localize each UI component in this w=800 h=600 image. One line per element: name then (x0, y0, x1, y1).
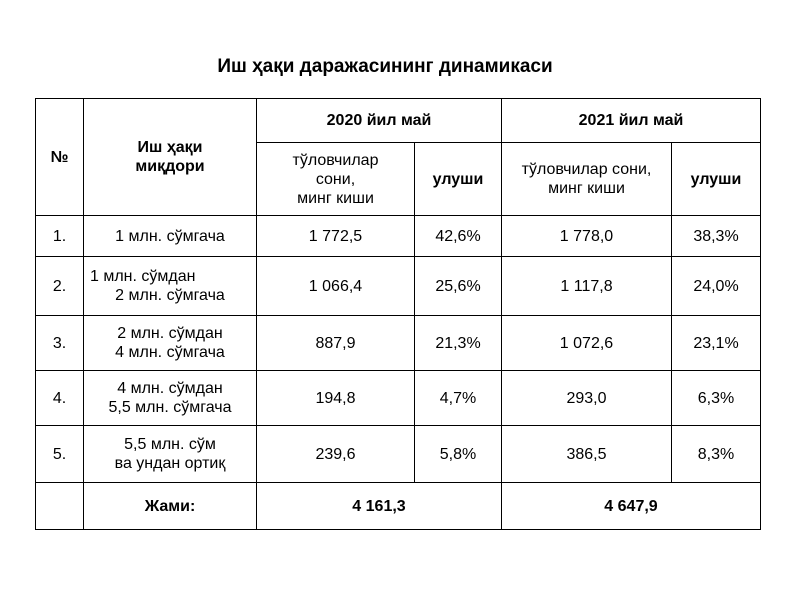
table-row (36, 371, 761, 426)
row-wage-range-line: 2 млн. сўмгача (115, 287, 225, 304)
row-number: 4. (36, 371, 84, 426)
total-row (36, 483, 761, 530)
row-count-2021: 1 072,6 (502, 316, 672, 371)
row-wage-range (84, 216, 257, 257)
row-count-2021: 1 117,8 (502, 257, 672, 316)
row-number: 2. (36, 257, 84, 316)
header-wage-amount-line-1: Иш ҳақи (137, 139, 203, 156)
row-share-2021: 24,0% (672, 257, 761, 316)
row-wage-range (84, 371, 257, 426)
header-2020-payers-line-3: минг киши (297, 189, 374, 207)
row-share-2021: 6,3% (672, 371, 761, 426)
row-count-2020: 1 772,5 (257, 216, 415, 257)
total-2020: 4 161,3 (257, 483, 502, 530)
row-share-2020: 5,8% (415, 426, 502, 483)
header-wage-amount (84, 99, 257, 216)
row-number: 3. (36, 316, 84, 371)
row-wage-range (84, 257, 257, 316)
row-count-2020: 194,8 (257, 371, 415, 426)
row-count-2021: 386,5 (502, 426, 672, 483)
row-share-2021: 23,1% (672, 316, 761, 371)
header-2020-payers (257, 143, 415, 216)
header-2021-share: улуши (672, 143, 761, 216)
table-row (36, 257, 761, 316)
table-row (36, 216, 761, 257)
row-wage-range-line: 2 млн. сўмдан (117, 325, 223, 342)
total-row-number-cell (36, 483, 84, 530)
row-wage-range (84, 316, 257, 371)
row-share-2020: 42,6% (415, 216, 502, 257)
row-wage-range-line: 4 млн. сўмдан (117, 380, 223, 397)
total-2021: 4 647,9 (502, 483, 761, 530)
row-wage-range-line: 4 млн. сўмгача (115, 344, 225, 361)
row-wage-range-line: 1 млн. сўмгача (115, 227, 225, 245)
header-2020-share: улуши (415, 143, 502, 216)
row-number: 5. (36, 426, 84, 483)
header-year-2021: 2021 йил май (502, 99, 761, 143)
row-share-2020: 4,7% (415, 371, 502, 426)
header-row-years (36, 99, 761, 143)
row-wage-range-line: 5,5 млн. сўм (124, 436, 216, 453)
row-count-2021: 1 778,0 (502, 216, 672, 257)
page-title: Иш ҳақи даражасининг динамикаси (217, 56, 553, 77)
header-2021-payers-line-1: тўловчилар сони, (521, 161, 652, 178)
row-count-2020: 1 066,4 (257, 257, 415, 316)
row-share-2020: 21,3% (415, 316, 502, 371)
header-2020-payers-line-1: тўловчилар (292, 151, 379, 169)
row-wage-range-line: ва ундан ортиқ (114, 455, 226, 472)
row-wage-range (84, 426, 257, 483)
row-wage-range-line: 5,5 млн. сўмгача (108, 399, 232, 416)
header-wage-amount-line-2: миқдори (135, 158, 205, 175)
header-year-2020: 2020 йил май (257, 99, 502, 143)
header-number: № (36, 99, 84, 216)
row-number: 1. (36, 216, 84, 257)
row-share-2020: 25,6% (415, 257, 502, 316)
row-share-2021: 38,3% (672, 216, 761, 257)
row-count-2020: 239,6 (257, 426, 415, 483)
row-count-2020: 887,9 (257, 316, 415, 371)
header-2021-payers-line-2: минг киши (548, 180, 625, 197)
table-row (36, 316, 761, 371)
table-row (36, 426, 761, 483)
row-share-2021: 8,3% (672, 426, 761, 483)
header-2021-payers (502, 143, 672, 216)
row-count-2021: 293,0 (502, 371, 672, 426)
wage-dynamics-table (35, 98, 761, 530)
header-2020-payers-line-2: сони, (315, 170, 356, 188)
total-label: Жами: (84, 483, 257, 530)
row-wage-range-line: 1 млн. сўмдан (90, 268, 196, 285)
